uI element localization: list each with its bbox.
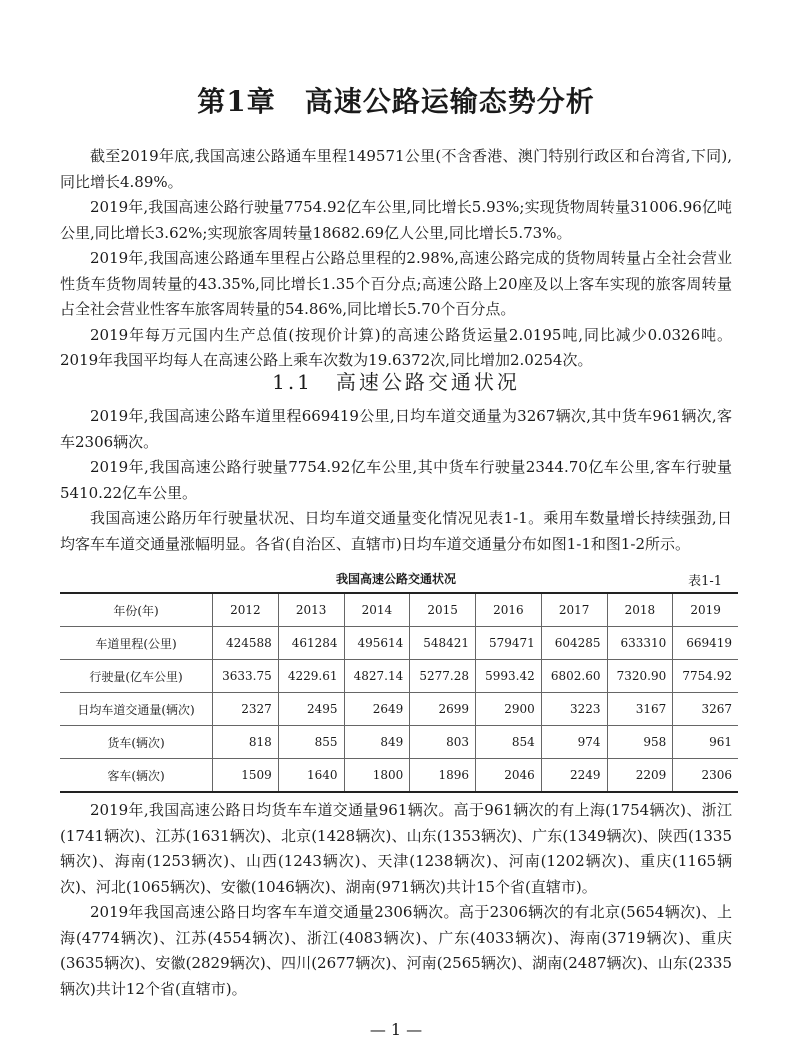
table-cell: 548421: [410, 627, 476, 660]
paragraph: 2019年,我国高速公路行驶量7754.92亿车公里,其中货车行驶量2344.70亿车公里,客车行驶量5410.22亿车公里。: [60, 458, 732, 502]
table-cell: 3633.75: [213, 660, 279, 693]
table-row: [60, 726, 738, 759]
table-caption: 我国高速公路交通状况: [335, 572, 456, 586]
table-cell: 974: [541, 726, 607, 759]
table-header-row: [60, 593, 738, 627]
row-label: 客车(辆次): [60, 759, 213, 793]
provincial-section: [60, 798, 732, 1002]
table-cell: 461284: [278, 627, 344, 660]
paragraph: 2019年,我国高速公路日均货车车道交通量961辆次。高于961辆次的有上海(1754辆次)、浙江(1741辆次)、江苏(1631辆次)、北京(1428辆次)、山东(1353辆次)、广东(1349辆次)、陕西(1335辆次)、海南(1253辆次)、山西(1243辆次)、天津(1238辆次)、河南(1202辆次)、重庆(1165辆次)、河北(1065辆次)、安徽(1046辆次)、湖南(971辆次)共计15个省(直辖市)。: [60, 801, 732, 896]
table-cell: 424588: [213, 627, 279, 660]
table-cell: 579471: [476, 627, 542, 660]
table-cell: 1509: [213, 759, 279, 793]
table-cell: 2013: [278, 593, 344, 627]
table-cell: 2249: [541, 759, 607, 793]
chapter-title: 第1章 高速公路运输态势分析: [197, 85, 595, 118]
row-label: 行驶量(亿车公里): [60, 660, 213, 693]
table-cell: 7754.92: [673, 660, 738, 693]
table-cell: 495614: [344, 627, 410, 660]
table-cell: 1640: [278, 759, 344, 793]
table-cell: 5993.42: [476, 660, 542, 693]
table-cell: 2019: [673, 593, 738, 627]
table-cell: 2012: [213, 593, 279, 627]
paragraph: 我国高速公路历年行驶量状况、日均车道交通量变化情况见表1-1。乘用车数量增长持续强劲,日均客车车道交通量涨幅明显。各省(自治区、直辖市)日均车道交通量分布如图1-1和图1-2所示。: [60, 509, 732, 553]
table-cell: 5277.28: [410, 660, 476, 693]
table-cell: 2649: [344, 693, 410, 726]
table-cell: 854: [476, 726, 542, 759]
paragraph: 2019年,我国高速公路行驶量7754.92亿车公里,同比增长5.93%;实现货物周转量31006.96亿吨公里,同比增长3.62%;实现旅客周转量18682.69亿人公里,同比增长5.73%。: [60, 198, 732, 242]
table-cell: 2046: [476, 759, 542, 793]
paragraph: 2019年,我国高速公路通车里程占公路总里程的2.98%,高速公路完成的货物周转量占全社会营业性货车货物周转量的43.35%,同比增长1.35个百分点;高速公路上20座及以上客车实现的旅客周转量占全社会营业性客车旅客周转量的54.86%,同比增长5.70个百分点。: [60, 249, 732, 318]
table-cell: 2495: [278, 693, 344, 726]
paragraph: 截至2019年底,我国高速公路通车里程149571公里(不含香港、澳门特别行政区和台湾省,下同),同比增长4.89%。: [60, 147, 732, 191]
table-cell: 803: [410, 726, 476, 759]
table-cell: 2015: [410, 593, 476, 627]
paragraph: 2019年我国高速公路日均客车车道交通量2306辆次。高于2306辆次的有北京(5654辆次)、上海(4774辆次)、江苏(4554辆次)、浙江(4083辆次)、广东(4033辆次)、海南(3719辆次)、重庆(3635辆次)、安徽(2829辆次)、四川(2677辆次)、河南(2565辆次)、湖南(2487辆次)、山东(2335辆次)共计12个省(直辖市)。: [60, 903, 732, 998]
table-cell: 2900: [476, 693, 542, 726]
table-cell: 958: [607, 726, 673, 759]
table-cell: 2017: [541, 593, 607, 627]
table-cell: 855: [278, 726, 344, 759]
table-number: 表1-1: [688, 574, 722, 589]
table-cell: 6802.60: [541, 660, 607, 693]
table-row: [60, 693, 738, 726]
section-title: 1.1 高速公路交通状况: [272, 370, 520, 394]
row-label: 年份(年): [60, 593, 213, 627]
paragraph: 2019年每万元国内生产总值(按现价计算)的高速公路货运量2.0195吨,同比减少0.0326吨。2019年我国平均每人在高速公路上乘车次数为19.6372次,同比增加2.0254次。: [60, 325, 732, 369]
table-cell: 3223: [541, 693, 607, 726]
row-label: 车道里程(公里): [60, 627, 213, 660]
table-cell: 3267: [673, 693, 738, 726]
paragraph: 2019年,我国高速公路车道里程669419公里,日均车道交通量为3267辆次,其中货车961辆次,客车2306辆次。: [60, 407, 732, 451]
table-cell: 3167: [607, 693, 673, 726]
table-cell: 7320.90: [607, 660, 673, 693]
section-body: [60, 404, 732, 557]
table-cell: 1800: [344, 759, 410, 793]
table-cell: 2306: [673, 759, 738, 793]
table-cell: 2014: [344, 593, 410, 627]
table-cell: 633310: [607, 627, 673, 660]
table-cell: 849: [344, 726, 410, 759]
page-number: — 1 —: [369, 1020, 423, 1039]
table-cell: 1896: [410, 759, 476, 793]
table-cell: 2327: [213, 693, 279, 726]
table-cell: 2699: [410, 693, 476, 726]
table-cell: 604285: [541, 627, 607, 660]
traffic-table: [60, 592, 738, 793]
table-row: [60, 627, 738, 660]
row-label: 日均车道交通量(辆次): [60, 693, 213, 726]
table-cell: 2018: [607, 593, 673, 627]
table-cell: 4229.61: [278, 660, 344, 693]
intro-section: [60, 144, 732, 374]
table-cell: 669419: [673, 627, 738, 660]
row-label: 货车(辆次): [60, 726, 213, 759]
table-cell: 4827.14: [344, 660, 410, 693]
table-row: [60, 660, 738, 693]
table-cell: 961: [673, 726, 738, 759]
table-cell: 818: [213, 726, 279, 759]
table-cell: 2016: [476, 593, 542, 627]
table-cell: 2209: [607, 759, 673, 793]
table-row: [60, 759, 738, 793]
